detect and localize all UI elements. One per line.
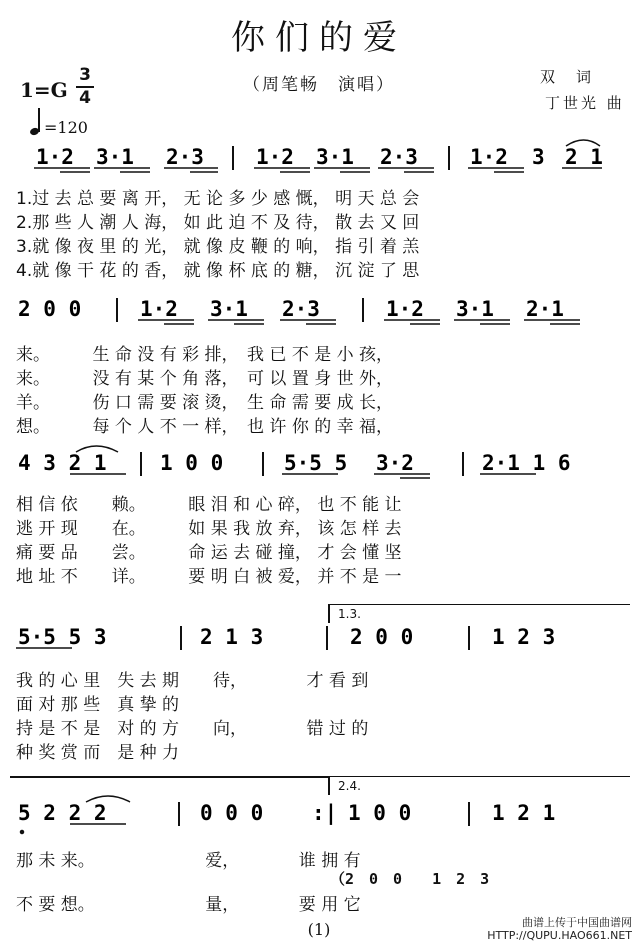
note-group: 1 2 1 (492, 801, 556, 825)
lyric-line: 3.就 像 夜 里 的 光， 就 像 皮 鞭 的 响， 指 引 着 羔 (16, 237, 420, 257)
watermark-line-1: 曲谱上传于中国曲谱网 (522, 916, 632, 929)
note-group: 0 0 0 (200, 801, 264, 825)
lyric-line: 面 对 那 些 真 挚 的 (16, 695, 180, 715)
barline (178, 802, 180, 826)
note-group: 1 0 0 (160, 451, 224, 475)
lyric-line: 来。 没 有 某 个 角 落， 可 以 置 身 世 外， (16, 369, 394, 389)
note-group: 1·2 (36, 145, 74, 169)
note-group: 2 0 0 (350, 625, 414, 649)
note-group: 1·2 (256, 145, 294, 169)
note-group: 1 0 0 (348, 801, 412, 825)
note-group: 4 3 2 1 (18, 451, 107, 475)
song-title: 你们的爱 (231, 18, 407, 58)
lyric-line: 2.那 些 人 潮 人 海， 如 此 迫 不 及 待， 散 去 又 回 (16, 213, 420, 233)
volta-label: 2.4. (338, 779, 361, 793)
lyric-line: 相 信 依 赖。 眼 泪 和 心 碎， 也 不 能 让 (16, 495, 402, 515)
lyric-line: 不 要 想。 量， 要 用 它 (16, 895, 361, 915)
note-group: 3·2 (376, 451, 414, 475)
barline (262, 452, 264, 476)
notation-row-2 (0, 294, 638, 328)
note-group: 2 1 3 (200, 625, 264, 649)
note-group: 3·1 (96, 145, 134, 169)
composer-credit: 丁世光 曲 (545, 94, 625, 112)
time-signature (74, 66, 96, 108)
row-2-notes (0, 294, 638, 334)
note-group: 2 1 (565, 145, 603, 169)
note-group: 2·3 (282, 297, 320, 321)
lyric-line: 种 奖 赏 而 是 种 力 (16, 743, 180, 763)
barline (232, 146, 234, 170)
barline (448, 146, 450, 170)
lyric-line: 1.过 去 总 要 离 开， 无 论 多 少 感 慨， 明 天 总 会 (16, 189, 420, 209)
note-group: 5·5 5 3 (18, 625, 107, 649)
note-group: 3·1 (316, 145, 354, 169)
note-group: 1·2 (470, 145, 508, 169)
row-1-notes (0, 142, 638, 182)
note-group: 1 2 3 (492, 625, 556, 649)
lyric-line: 持 是 不 是 对 的 方 向， 错 过 的 (16, 719, 369, 739)
volta-label: 1.3. (338, 607, 361, 621)
note-group: 2·3 (380, 145, 418, 169)
repeat-sign: :| (312, 801, 338, 825)
note-group: 3·1 (210, 297, 248, 321)
barline (116, 298, 118, 322)
barline (362, 298, 364, 322)
quarter-note-icon (29, 127, 40, 137)
lyric-line: 想。 每 个 人 不 一 样， 也 许 你 的 幸 福， (16, 417, 394, 437)
row-3-notes (0, 448, 638, 488)
note-group: 3·1 (456, 297, 494, 321)
barline (462, 452, 464, 476)
lyric-line: 我 的 心 里 失 去 期 待， 才 看 到 (16, 671, 369, 691)
volta-bracket (328, 776, 630, 795)
lyric-line: 4.就 像 干 花 的 香， 就 像 杯 底 的 糖， 沉 淀 了 思 (16, 261, 420, 281)
volta-1-line (10, 776, 330, 778)
alternate-notes-line: （2 0 0 1 2 3 (330, 870, 490, 888)
lyric-line: 来。 生 命 没 有 彩 排， 我 已 不 是 小 孩， (16, 345, 394, 365)
barline (140, 452, 142, 476)
row-4-notes (0, 622, 638, 662)
site-watermark (487, 916, 632, 942)
barline (468, 626, 470, 650)
row-5-notes (0, 798, 638, 838)
key-signature: 1=G (20, 78, 68, 102)
lyric-line: 痛 要 品 尝。 命 运 去 碰 撞， 才 会 懂 坚 (16, 543, 402, 563)
lyric-line: 地 址 不 详。 要 明 白 被 爱， 并 不 是 一 (16, 567, 402, 587)
note-group: 2·1 (526, 297, 564, 321)
barline (180, 626, 182, 650)
barline (326, 626, 328, 650)
note-group: 2 0 0 (18, 297, 82, 321)
note-group: 1·2 (140, 297, 178, 321)
note-group: 2·3 (166, 145, 204, 169)
lyric-line: 那 未 来。 爱， 谁 拥 有 (16, 851, 361, 871)
barline (468, 802, 470, 826)
lyric-line: 逃 开 现 在。 如 果 我 放 弃， 该 怎 样 去 (16, 519, 402, 539)
note-group: 1·2 (386, 297, 424, 321)
notation-row-5 (0, 798, 638, 832)
volta-bracket (328, 604, 630, 623)
time-signature-top: 3 (79, 65, 91, 85)
lyricist-credit: 双 词 (540, 68, 595, 86)
notation-row-1 (0, 142, 638, 176)
watermark-line-2: HTTP://QUPU.HAO661.NET (487, 929, 632, 942)
notation-row-4 (0, 622, 638, 656)
time-signature-bottom: 4 (79, 88, 91, 108)
lyric-line: 羊。 伤 口 需 要 滚 烫， 生 命 需 要 成 长， (16, 393, 394, 413)
note-group: 5 2 2 2 (18, 801, 107, 825)
note-group: 2·1 1 6 (482, 451, 571, 475)
page-number: (1) (307, 920, 331, 939)
notation-row-3 (0, 448, 638, 482)
note-group: 5·5 5 (284, 451, 348, 475)
tempo-marking: =120 (44, 118, 88, 137)
performer-credit: （周笔畅 演唱） (243, 75, 395, 95)
note-group: 3 (532, 145, 545, 169)
